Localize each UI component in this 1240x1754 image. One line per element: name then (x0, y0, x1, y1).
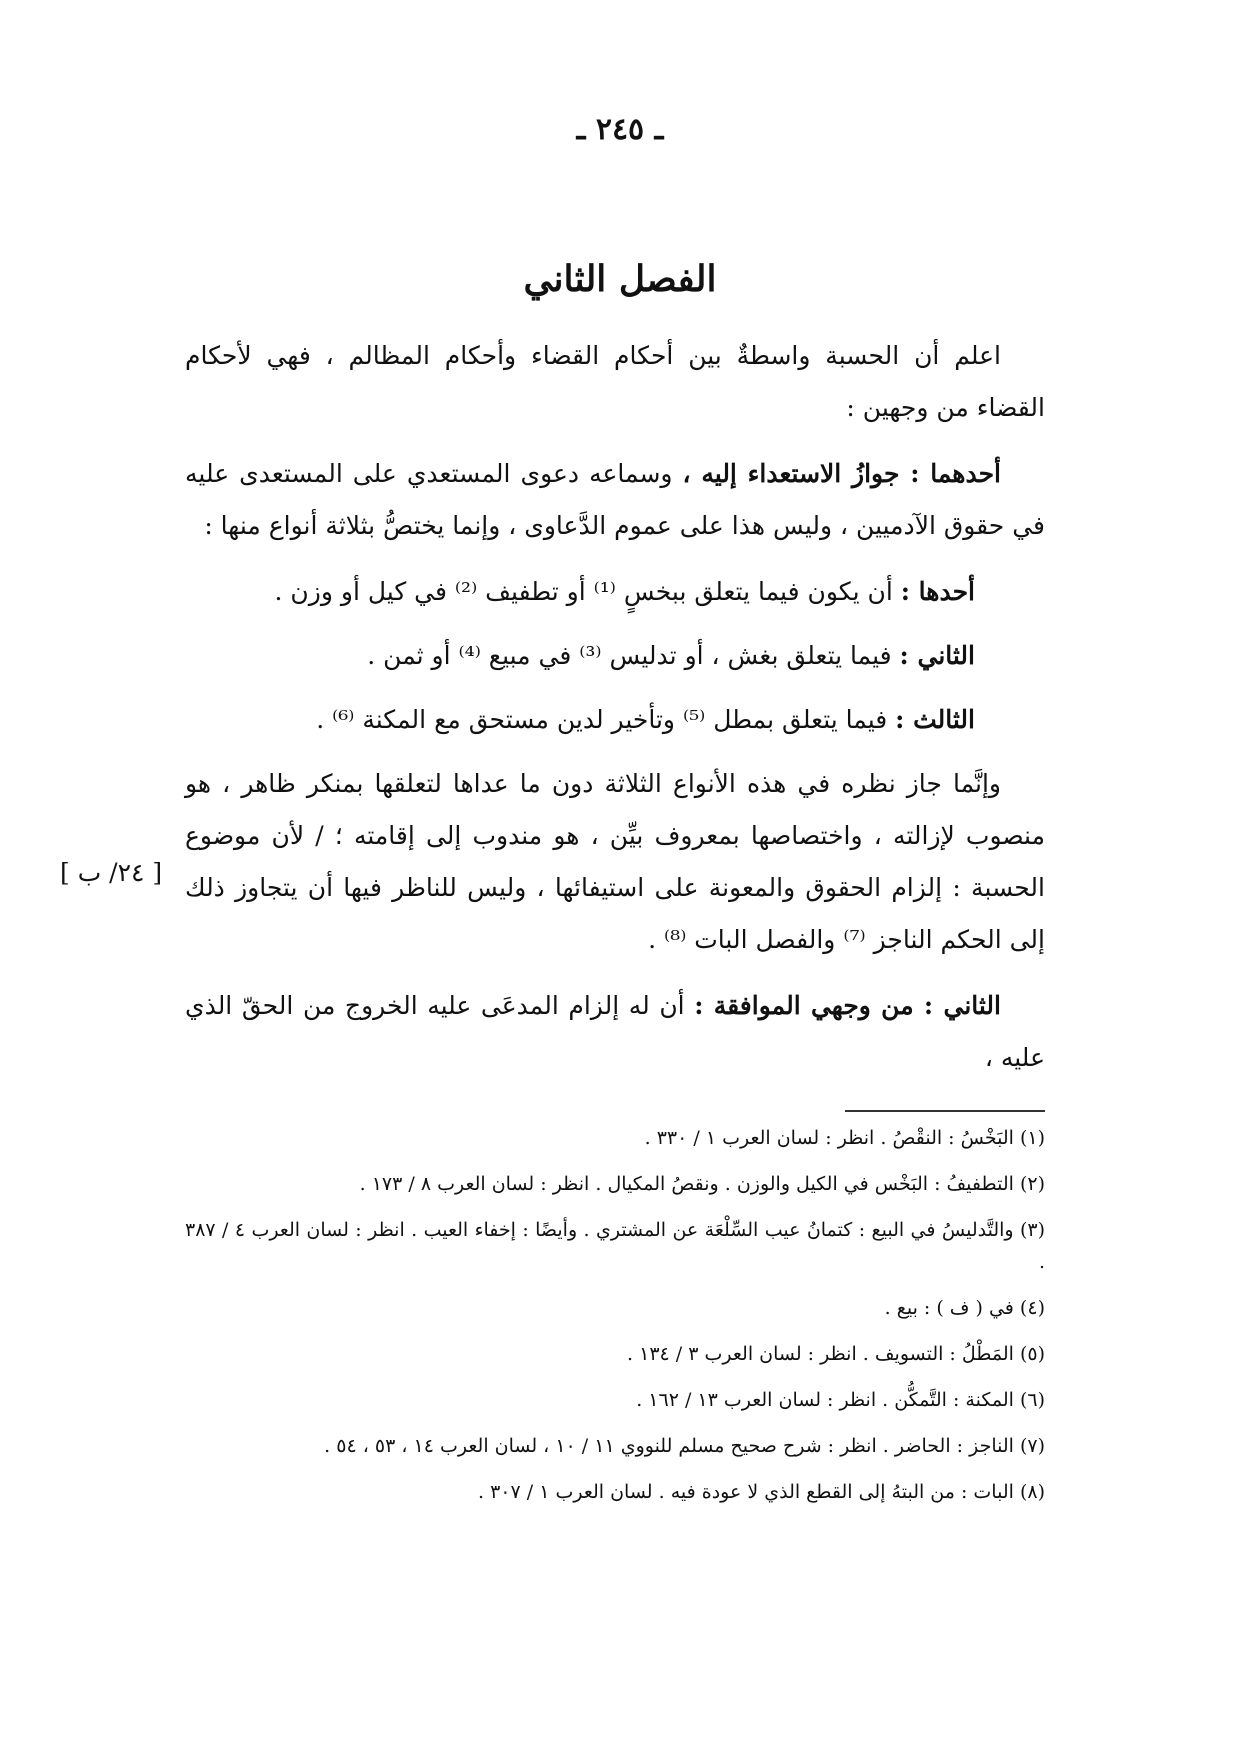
list-item (185, 694, 1045, 746)
paragraph-second-aspect (185, 980, 1045, 1084)
footnote: (٦) المكنة : التَّمكُّن . انظر : لسان العرب ١٣ / ١٦٢ . (636, 1389, 1045, 1411)
paragraph-first-aspect (185, 448, 1045, 552)
footnote: (٧) الناجز : الحاضر . انظر : شرح صحيح مسلم للنووي ١١ / ١٠ ، لسان العرب ١٤ ، ٥٣ ، ٥٤ . (324, 1435, 1045, 1457)
list-item (185, 566, 1045, 618)
list-item-lead: أحدها : (900, 577, 975, 606)
footnote: (٥) المَطْلُ : التسويف . انظر : لسان العرب ٣ / ١٣٤ . (627, 1343, 1045, 1365)
footnote: (٤) في ( ف ) : بيع . (884, 1297, 1045, 1319)
paragraph-text: أن له إلزام المدعَى عليه الخروج من الحقّ الذي عليه ، (185, 991, 1045, 1072)
main-text (185, 330, 1045, 1098)
manuscript-folio-marker: [ ٢٤/ ب ] (60, 858, 163, 887)
list-item (185, 630, 1045, 682)
chapter-title: الفصل الثاني (523, 258, 717, 300)
paragraph-lead: أحدهما : جوازُ الاستعداء إليه ، (682, 459, 1001, 488)
footnote: (٢) التطفيفُ : البَخْس في الكيل والوزن . ونقصُ المكيال . انظر : لسان العرب ٨ / ١٧٣ . (359, 1173, 1045, 1195)
footnotes (185, 1122, 1045, 1522)
paragraph-intro: اعلم أن الحسبة واسطةٌ بين أحكام القضاء وأحكام المظالم ، فهي لأحكام القضاء من وجهين : (185, 341, 1045, 422)
paragraph-lead: الثاني : من وجهي الموافقة : (694, 991, 1001, 1020)
paragraph-text: وسماعه دعوى المستعدي على المستعدى عليه في حقوق الآدميين ، وليس هذا على عموم الدَّعاوى ، وإنما يختصُّ بثلاثة أنواع منها : (185, 459, 1045, 540)
list-item-lead: الثالث : (895, 705, 975, 734)
paragraph-reason: وإنَّما جاز نظره في هذه الأنواع الثلاثة دون ما عداها لتعلقها بمنكر ظاهر ، هو منصوب لإزالته ، واختصاصها بمعروف بيِّن ، هو مندوب إلى إقامته ؛ / لأن موضوع الحسبة : إلزام الحقوق والمعونة على استيفائها ، وليس للناظر فيها أن يتجاوز ذلك إلى الحكم الناجز ⁽⁷⁾ والفصل البات ⁽⁸⁾ . (185, 769, 1045, 954)
list-item-text: فيما يتعلق بغش ، أو تدليس ⁽³⁾ في مبيع ⁽⁴⁾ أو ثمن . (367, 641, 900, 670)
footnote: (١) البَخْسُ : النقْصُ . انظر : لسان العرب ١ / ٣٣٠ . (644, 1127, 1045, 1149)
footnote: (٨) البات : من البتهُ إلى القطع الذي لا عودة فيه . لسان العرب ١ / ٣٠٧ . (478, 1481, 1045, 1503)
footnote: (٣) والتَّدليسُ في البيع : كتمانُ عيب السِّلْعَة عن المشتري . وأيضًا : إخفاء العيب . انظر : لسان العرب ٤ / ٣٨٧ . (185, 1219, 1046, 1273)
page-number: ـ ٢٤٥ ـ (576, 112, 664, 147)
list-item-lead: الثاني : (899, 641, 975, 670)
list-item-text: أن يكون فيما يتعلق ببخسٍ ⁽¹⁾ أو تطفيف ⁽²⁾ في كيل أو وزن . (274, 577, 901, 606)
footnote-separator (845, 1110, 1045, 1112)
list-item-text: فيما يتعلق بمطل ⁽⁵⁾ وتأخير لدين مستحق مع المكنة ⁽⁶⁾ . (316, 705, 896, 734)
